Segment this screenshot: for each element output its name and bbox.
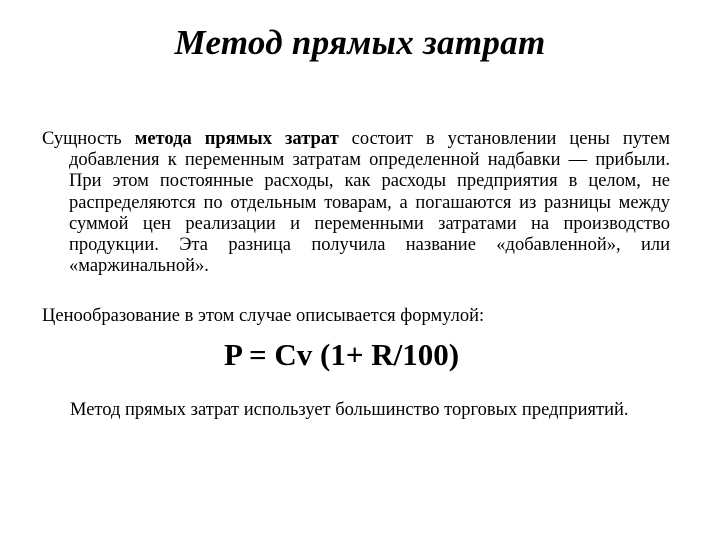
pricing-formula: P = Cv (1+ R/100) [224, 337, 460, 372]
definition-lead: Сущность [42, 129, 135, 149]
slide-title: Метод прямых затрат [174, 23, 546, 62]
usage-paragraph: Метод прямых затрат использует большинство торговых предприятий. [70, 400, 629, 420]
formula-intro-paragraph: Ценообразование в этом случае описывается формулой: [42, 306, 485, 326]
definition-term: метода прямых затрат [134, 129, 339, 149]
definition-body: состоит в установлении цены путем добавления к переменным затратам определенной надбавки — прибыли. При этом постоянные расходы, как расходы предприятия в целом, не распределяются по отдельным товарам, а погашаются из разницы между суммой цен реализации и переменными затратами на производство продукции. Эта разница получила название «добавленной», или «маржинальной». [69, 129, 671, 277]
definition-paragraph [42, 129, 670, 277]
